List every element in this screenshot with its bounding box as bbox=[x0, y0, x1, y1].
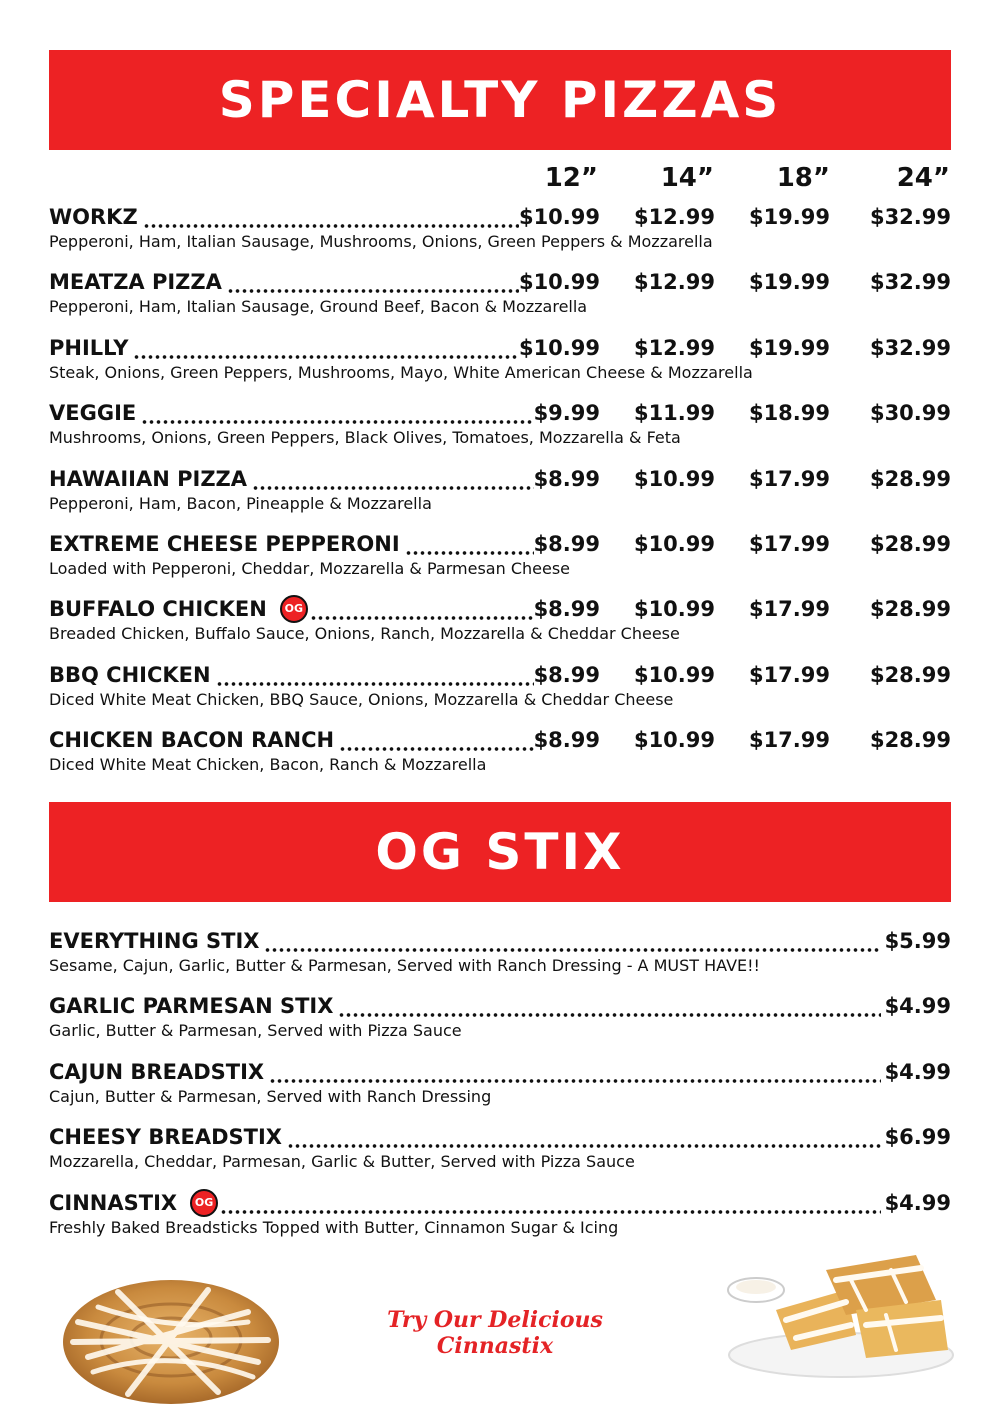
pizza-price-14: $10.99 bbox=[633, 532, 715, 556]
pizza-item-description: Steak, Onions, Green Peppers, Mushrooms, Mayo, White American Cheese & Mozzarella bbox=[49, 362, 753, 382]
pizza-item bbox=[49, 594, 951, 644]
stix-item bbox=[49, 926, 951, 976]
pizza-price-24: $28.99 bbox=[869, 466, 951, 491]
pizza-item bbox=[49, 660, 951, 710]
dot-leader bbox=[338, 991, 881, 1021]
stix-item-name-row bbox=[49, 1057, 881, 1087]
cinnamon-roll-icon bbox=[58, 1262, 284, 1410]
dot-leader bbox=[252, 464, 534, 494]
pizza-item-description: Pepperoni, Ham, Italian Sausage, Ground Beef, Bacon & Mozzarella bbox=[49, 297, 588, 317]
pizza-item-name: PHILLY bbox=[49, 333, 131, 363]
pizza-price-12: $10.99 bbox=[518, 205, 600, 229]
stix-item-name: CINNASTIX bbox=[49, 1188, 180, 1218]
pizza-item-name: BUFFALO CHICKEN bbox=[49, 594, 270, 624]
dot-leader bbox=[287, 1122, 881, 1152]
pizza-price-14: $10.99 bbox=[633, 728, 715, 753]
pizza-item-description: Pepperoni, Ham, Bacon, Pineapple & Mozzarella bbox=[49, 493, 432, 513]
pizza-price-14: $10.99 bbox=[633, 466, 715, 491]
pizza-price-12: $8.99 bbox=[533, 532, 600, 556]
stix-item-description: Garlic, Butter & Parmesan, Served with Pizza Sauce bbox=[49, 1021, 462, 1041]
pizza-price-18: $17.99 bbox=[748, 532, 830, 556]
og-badge-icon: OG bbox=[280, 595, 308, 623]
og-badge-icon: OG bbox=[190, 1189, 218, 1217]
pizza-price-18: $18.99 bbox=[748, 401, 830, 426]
pizza-price-14: $12.99 bbox=[633, 205, 715, 229]
size-12: 12” bbox=[544, 163, 598, 193]
stix-item-name: CHEESY BREADSTIX bbox=[49, 1122, 285, 1152]
stix-item-description: Sesame, Cajun, Garlic, Butter & Parmesan, Served with Ranch Dressing - A MUST HAVE!! bbox=[49, 956, 760, 975]
pizza-item bbox=[49, 333, 951, 383]
pizza-item-description: Diced White Meat Chicken, Bacon, Ranch & Mozzarella bbox=[49, 755, 487, 775]
dot-leader bbox=[227, 267, 519, 297]
stix-price: $5.99 bbox=[884, 929, 951, 953]
size-header bbox=[0, 163, 1000, 199]
stix-item-name-row bbox=[49, 1122, 881, 1152]
size-18: 18” bbox=[776, 163, 830, 193]
stix-item-name-row bbox=[49, 926, 881, 956]
stix-item-line bbox=[49, 991, 951, 1021]
stix-price: $4.99 bbox=[884, 1190, 951, 1215]
stix-price: $4.99 bbox=[884, 1059, 951, 1084]
pizza-item-line bbox=[49, 398, 951, 428]
pizza-item-name: MEATZA PIZZA bbox=[49, 267, 225, 297]
stix-item-name: GARLIC PARMESAN STIX bbox=[49, 991, 336, 1021]
pizza-price-12: $8.99 bbox=[533, 662, 600, 687]
pizza-price-18: $19.99 bbox=[748, 205, 830, 229]
pizza-item-name: VEGGIE bbox=[49, 398, 139, 428]
stix-item-line bbox=[49, 1188, 951, 1218]
pizza-item-line bbox=[49, 267, 951, 297]
pizza-price-24: $28.99 bbox=[869, 597, 951, 622]
pizza-price-12: $9.99 bbox=[533, 401, 600, 426]
pizza-item bbox=[49, 464, 951, 514]
pizza-price-14: $12.99 bbox=[633, 335, 715, 360]
pizza-item-line bbox=[49, 660, 951, 690]
pizza-item-name-row bbox=[49, 333, 519, 363]
pizza-price-12: $8.99 bbox=[533, 728, 600, 753]
pizza-item bbox=[49, 267, 951, 317]
pizza-price-14: $10.99 bbox=[633, 597, 715, 622]
stix-item-line bbox=[49, 1122, 951, 1152]
pizza-item-description: Diced White Meat Chicken, BBQ Sauce, Onions, Mozzarella & Cheddar Cheese bbox=[49, 689, 674, 709]
stix-price: $4.99 bbox=[884, 994, 951, 1019]
stix-item-description: Mozzarella, Cheddar, Parmesan, Garlic & Butter, Served with Pizza Sauce bbox=[49, 1152, 635, 1172]
pizza-price-18: $17.99 bbox=[748, 728, 830, 753]
stix-price: $6.99 bbox=[884, 1125, 951, 1150]
pizza-item bbox=[49, 725, 951, 775]
stix-item-name-row bbox=[49, 991, 881, 1021]
cinnastix-plate-icon bbox=[716, 1240, 956, 1380]
pizza-item-name-row bbox=[49, 660, 534, 690]
stix-item-line bbox=[49, 926, 951, 956]
pizza-price-24: $28.99 bbox=[869, 728, 951, 753]
pizza-item-name-row bbox=[49, 725, 534, 755]
stix-item-line bbox=[49, 1057, 951, 1087]
pizza-price-12: $8.99 bbox=[533, 466, 600, 491]
og-stix-heading: OG STIX bbox=[49, 802, 951, 902]
pizza-price-24: $30.99 bbox=[869, 401, 951, 426]
pizza-item-name-row bbox=[49, 464, 534, 494]
pizza-price-18: $17.99 bbox=[748, 662, 830, 687]
stix-item bbox=[49, 1122, 951, 1172]
pizza-price-24: $32.99 bbox=[869, 205, 951, 229]
dot-leader bbox=[264, 926, 881, 956]
pizza-item-description: Mushrooms, Onions, Green Peppers, Black Olives, Tomatoes, Mozzarella & Feta bbox=[49, 428, 681, 448]
stix-item bbox=[49, 1057, 951, 1107]
pizza-item-name: BBQ CHICKEN bbox=[49, 660, 214, 690]
pizza-item-name-row bbox=[49, 202, 519, 232]
pizza-price-12: $10.99 bbox=[518, 270, 600, 295]
pizza-item-name: WORKZ bbox=[49, 202, 141, 232]
pizza-price-18: $17.99 bbox=[748, 466, 830, 491]
pizza-item-line bbox=[49, 202, 951, 232]
pizza-item-description: Loaded with Pepperoni, Cheddar, Mozzarella & Parmesan Cheese bbox=[49, 559, 570, 578]
stix-item-name: CAJUN BREADSTIX bbox=[49, 1057, 267, 1087]
pizza-price-18: $17.99 bbox=[748, 597, 830, 622]
pizza-item bbox=[49, 529, 951, 579]
stix-item-name-row bbox=[49, 1188, 881, 1218]
dot-leader bbox=[141, 398, 534, 428]
stix-item bbox=[49, 1188, 951, 1238]
size-14: 14” bbox=[660, 163, 714, 193]
pizza-item-name-row bbox=[49, 267, 519, 297]
pizza-item-line bbox=[49, 594, 951, 624]
cinnastix-tagline: Try Our Delicious Cinnastix bbox=[387, 1307, 603, 1359]
dot-leader bbox=[220, 1188, 881, 1218]
pizza-price-12: $8.99 bbox=[533, 597, 600, 622]
pizza-item-name-row bbox=[49, 529, 534, 559]
pizza-price-24: $32.99 bbox=[869, 335, 951, 360]
specialty-pizzas-heading: SPECIALTY PIZZAS bbox=[49, 50, 951, 150]
pizza-item-name-row bbox=[49, 398, 534, 428]
pizza-price-24: $32.99 bbox=[869, 270, 951, 295]
pizza-item-line bbox=[49, 725, 951, 755]
pizza-item-name: CHICKEN BACON RANCH bbox=[49, 725, 337, 755]
dot-leader bbox=[133, 333, 519, 363]
stix-item-description: Freshly Baked Breadsticks Topped with Butter, Cinnamon Sugar & Icing bbox=[49, 1217, 619, 1237]
pizza-item-name: HAWAIIAN PIZZA bbox=[49, 464, 250, 494]
pizza-price-24: $28.99 bbox=[869, 532, 951, 556]
pizza-price-14: $10.99 bbox=[633, 662, 715, 687]
pizza-price-14: $11.99 bbox=[633, 401, 715, 426]
size-24: 24” bbox=[896, 163, 950, 193]
stix-item bbox=[49, 991, 951, 1041]
pizza-item-name-row bbox=[49, 594, 534, 624]
pizza-item-description: Pepperoni, Ham, Italian Sausage, Mushrooms, Onions, Green Peppers & Mozzarella bbox=[49, 232, 713, 251]
pizza-price-18: $19.99 bbox=[748, 335, 830, 360]
dot-leader bbox=[269, 1057, 881, 1087]
stix-item-name: EVERYTHING STIX bbox=[49, 926, 262, 956]
pizza-item bbox=[49, 398, 951, 448]
pizza-price-24: $28.99 bbox=[869, 662, 951, 687]
pizza-item-line bbox=[49, 464, 951, 494]
pizza-item-line bbox=[49, 333, 951, 363]
dot-leader bbox=[216, 660, 534, 690]
pizza-item bbox=[49, 202, 951, 252]
pizza-item-name: EXTREME CHEESE PEPPERONI bbox=[49, 529, 403, 559]
pizza-item-description: Breaded Chicken, Buffalo Sauce, Onions, Ranch, Mozzarella & Cheddar Cheese bbox=[49, 624, 680, 644]
pizza-price-18: $19.99 bbox=[748, 270, 830, 295]
pizza-price-12: $10.99 bbox=[518, 335, 600, 360]
dot-leader bbox=[143, 202, 519, 232]
stix-item-description: Cajun, Butter & Parmesan, Served with Ranch Dressing bbox=[49, 1086, 492, 1106]
pizza-price-14: $12.99 bbox=[633, 270, 715, 295]
pizza-item-line bbox=[49, 529, 951, 559]
